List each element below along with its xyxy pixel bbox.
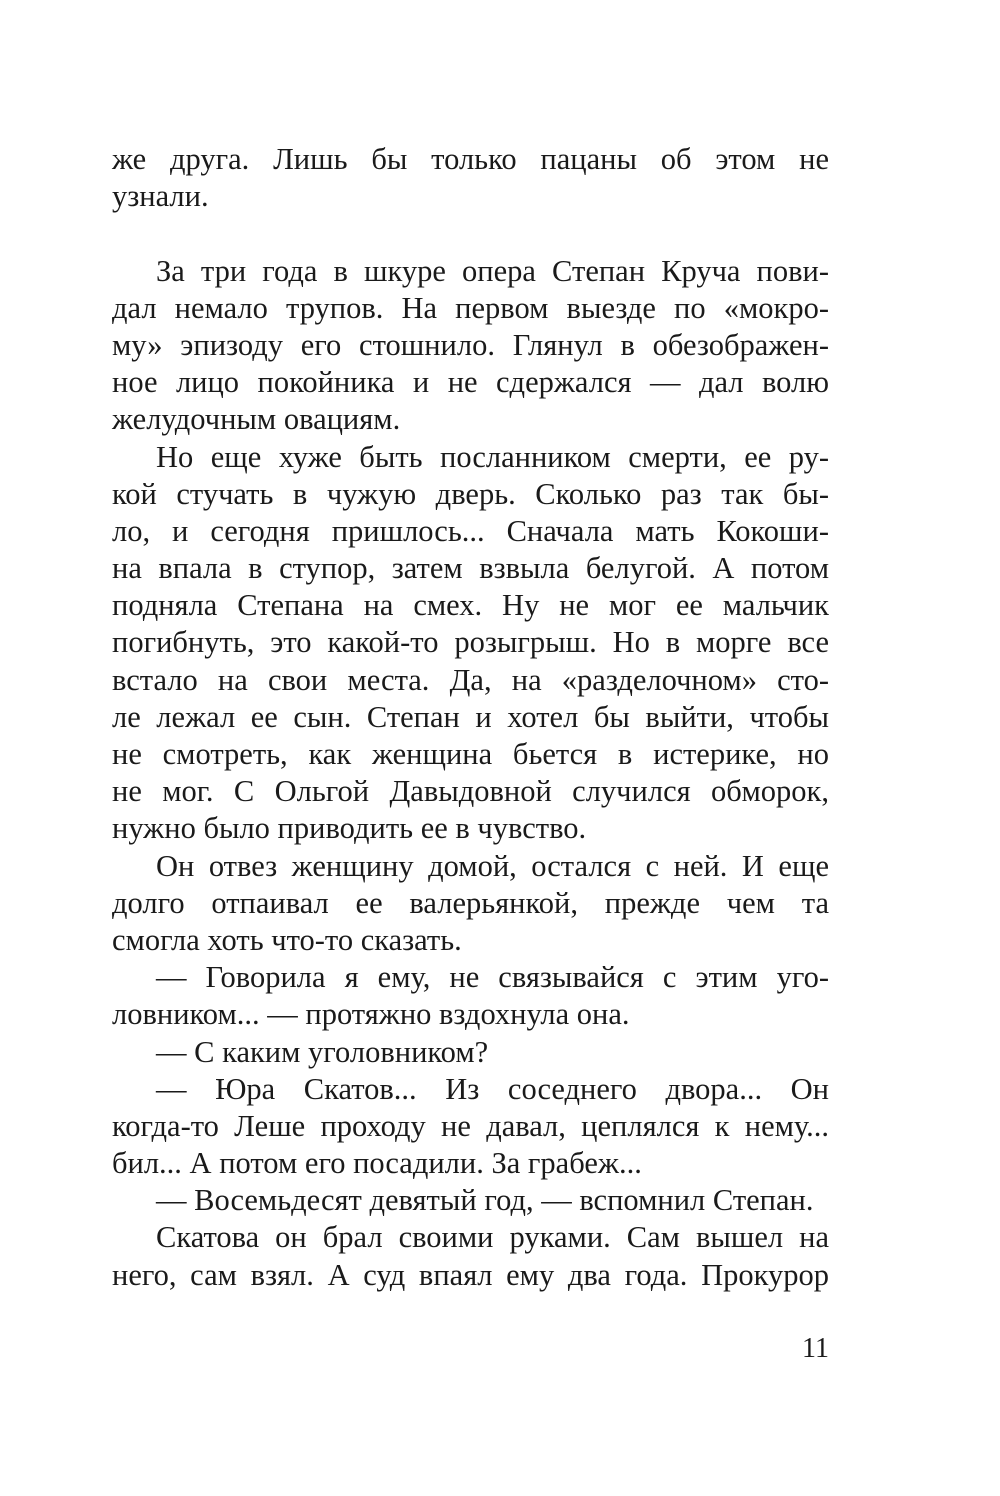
- text-line: Но еще хуже быть посланником смерти, ее ру-: [156, 439, 829, 474]
- text-line: смогла хоть что-то сказать.: [112, 922, 462, 957]
- text-line: Скатова он брал своими руками. Сам вышел на: [156, 1220, 829, 1255]
- text-line: погибнуть, это какой-то розыгрыш. Но в морге все: [112, 625, 829, 660]
- text-line: — Юра Скатов... Из соседнего двора... Он: [156, 1071, 829, 1106]
- text-line: ловником... — протяжно вздохнула она.: [112, 997, 630, 1032]
- text-line: желудочным овациям.: [112, 402, 401, 437]
- text-line: Он отвез женщину домой, остался с ней. И еще: [156, 848, 829, 883]
- text-line: ное лицо покойника и не сдержался — дал волю: [112, 365, 829, 400]
- text-line: ле лежал ее сын. Степан и хотел бы выйти, чтобы: [112, 699, 829, 734]
- text-line: не смотреть, как женщина бьется в истерике, но: [112, 737, 829, 771]
- text-line: узнали.: [112, 179, 209, 214]
- paragraph-gap: [112, 215, 829, 252]
- text-line: не мог. С Ольгой Давыдовной случился обморок,: [112, 774, 829, 809]
- text-line: ло, и сегодня пришлось... Сначала мать Кокоши-: [112, 513, 829, 548]
- text-line: встало на свои места. Да, на «разделочном» сто-: [112, 662, 829, 697]
- text-line: же друга. Лишь бы только пацаны об этом не: [112, 142, 829, 176]
- text-line: него, сам взял. А суд впаял ему два года. Прокурор: [112, 1257, 829, 1292]
- text-line: дал немало трупов. На первом выезде по «мокро-: [112, 290, 829, 325]
- text-line: — Восемьдесят девятый год, — вспомнил Степан.: [156, 1183, 814, 1218]
- text-line: подняла Степана на смех. Ну не мог ее мальчик: [112, 588, 829, 623]
- text-line: когда-то Леше проходу не давал, цеплялся к нему...: [112, 1108, 829, 1143]
- text-line: кой стучать в чужую дверь. Сколько раз так бы-: [112, 476, 829, 511]
- text-line: му» эпизоду его стошнило. Глянул в обезображен-: [112, 327, 829, 362]
- text-line: За три года в шкуре опера Степан Круча пови-: [156, 253, 829, 288]
- body-text: [112, 141, 829, 1294]
- text-line: долго отпаивал ее валерьянкой, прежде чем та: [112, 885, 829, 920]
- page-number: 11: [802, 1333, 829, 1364]
- text-line: нужно было приводить ее в чувство.: [112, 811, 587, 846]
- text-line: — Говорила я ему, не связывайся с этим уго-: [156, 960, 829, 995]
- text-line: — С каким уголовником?: [156, 1034, 489, 1069]
- text-line: на впала в ступор, затем взвыла белугой. А потом: [112, 551, 829, 586]
- text-line: бил... А потом его посадили. За грабеж...: [112, 1146, 642, 1181]
